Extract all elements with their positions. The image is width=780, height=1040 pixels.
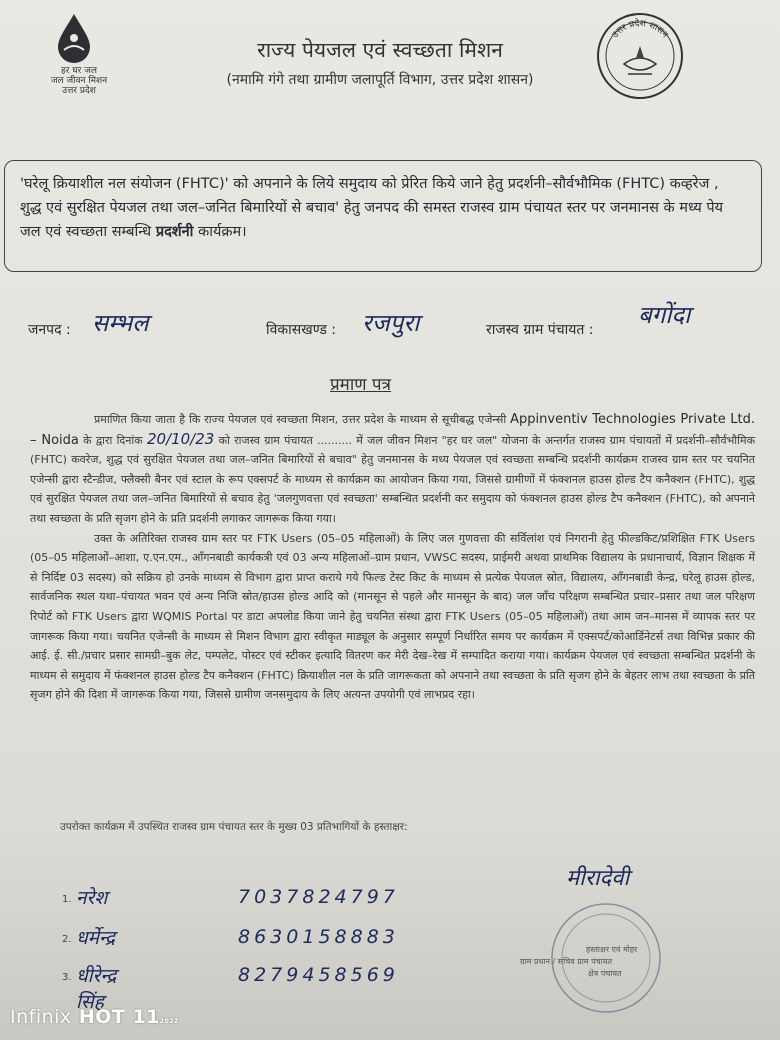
program-date: 20/10/23 xyxy=(146,429,215,448)
watermark-brand: Infinix xyxy=(10,1006,72,1028)
seal-text: उत्तर प्रदेश शासन xyxy=(610,18,670,41)
program-description xyxy=(20,172,740,244)
para1-date-label: के द्वारा दिनांक xyxy=(83,433,143,447)
up-government-seal-icon xyxy=(594,10,686,102)
para1-intro: प्रमाणित किया जाता है कि राज्य पेयजल एवं स्वच्छता मिशन, उत्तर प्रदेश के माध्यम से सूचीबद्ध एजेन्सी xyxy=(94,413,507,426)
agency-name: Appinventiv Technologies Private Ltd. – Noida xyxy=(30,412,755,448)
page-title: राज्य पेयजल एवं स्वच्छता मिशन xyxy=(257,38,503,62)
stamp-line: क्षेत्र पंचायत xyxy=(588,969,622,978)
watermark-model: HOT 11 xyxy=(78,1006,160,1028)
representative-signature: नरेश xyxy=(76,887,108,909)
program-text-bold: प्रदर्शनी xyxy=(155,224,194,240)
representative-signature: धीरेन्द्र सिंह xyxy=(76,965,117,1013)
certificate-title: प्रमाण पत्र xyxy=(330,375,391,395)
stamp-line: ग्राम प्रधान / सचिव ग्राम पंचायत xyxy=(520,957,613,966)
water-drop-icon xyxy=(54,12,94,64)
row-number: 3. xyxy=(62,972,72,983)
certificate-paragraph-1 xyxy=(30,410,755,529)
certificate-body xyxy=(30,410,755,705)
har-ghar-jal-logo xyxy=(40,12,110,102)
district-value: सम्भल xyxy=(92,309,149,337)
row-number: 2. xyxy=(62,934,72,945)
stamp-line: हस्ताक्षर एवं मोहर xyxy=(586,945,638,954)
representative-phone: 8279458569 xyxy=(238,964,399,986)
program-text-end: कार्यक्रम। xyxy=(198,224,247,240)
logo-line-3: उत्तर प्रदेश xyxy=(62,86,96,96)
block-value: रजपुरा xyxy=(362,309,420,337)
row-number: 1. xyxy=(62,894,72,905)
panchayat-label: राजस्व ग्राम पंचायत : xyxy=(486,322,594,338)
certificate-paragraph-2: उक्त के अतिरिक्त राजस्व ग्राम स्तर पर FTK Users (05–05 महिलाओं) के लिए जल गुणवत्ता की सर्विलांश एवं निगरानी हेतु फील्डकिट/प्रशिक्षित FTK Users (05–05 महिलाओं–आशा, ए.एन.एम., आँगनबाडी कार्यकत्री एवं 03 अन्य महिलाओं–ग्राम प्रधान, VWSC सदस्य, प्राईमरी अथवा प्राथमिक विद्यालय के प्रधानाचार्य, विज्ञान शिक्षक में से निर्दिष्ट 03 सदस्य) को सक्रिय हो उनके माध्यम से विभाग द्वारा प्राप्त कराये गये फिल्ड टेस्ट किट के माध्यम से प्रत्येक पेयजल स्रोत, विद्यालय, आँगनबाडी केन्द्र, घरेलू हाउस होल्ड, सार्वजनिक स्थल यथा–पंचायत भवन एवं अन्य निजि स्रोत/हाउस होल्ड आदि को (मानसून से पहले और मानसून के बाद) जल जाँच परिक्षण सम्बन्धित प्रचार–प्रसार तथा जल परिक्षण रिपोर्ट को FTK Users द्वारा WQMIS Portal पर डाटा अपलोड किया जाने हेतु चयनित संस्था द्वारा FTK Users (05–05 महिलाओं) तथा आम जन–मानस में व्यापक स्तर पर जागरूक किया गया। चयनित एजेन्सी के माध्यम से मिशन विभाग द्वारा स्वीकृत माड्यूल के अनुसार सम्पूर्ण निर्धारित समय पर कार्यक्रम में एक्सपर्ट/कोआर्डिनेटर्स तथा विभिन्न प्रकार की आई. ई. सी./प्रचार प्रसार सामग्री–बुक लेट, पम्पलेट, पोस्टर एवं स्टीकर इत्यादि वितरण कर मेरी देख–रेख में सम्पादित कराया गया। कार्यक्रम पेयजल एवं स्वच्छता सम्बन्धित प्रदर्शनी के माध्यम से समुदाय में फंक्शनल हाउस होल्ड टैप कनैक्शन (FHTC) क्रियाशील नल के प्रति जागरूकता को अपनाने तथा स्वच्छता के प्रति सृजग होने के बेहतर लाभ तथा स्वच्छता के प्रति सृजग होने की दिशा में जागरूक किया गया, जिससे ग्रामीण जनसमुदाय के लिए अत्यन्त उपयोगी एवं लाभप्रद रहा। xyxy=(30,531,755,702)
location-fields xyxy=(28,301,758,342)
para1-body: को राजस्व ग्राम पंचायत .......... में जल जीवन मिशन "हर घर जल" योजना के अन्तर्गत राजस्व ग्राम पंचायतों में प्रदर्शनी–सौर्वभौमिक (FHTC) कवरेज, शुद्ध एवं सुरक्षित पेयजल तथा जल–जनित बिमारियों से बचाव" हेतु जनमानस के मध्य पेयजल एवं स्वच्छता सम्बन्धि प्रदर्शनी कार्यक्रम राजस्व ग्राम स्तर पर चयनित एजेन्सी द्वारा स्टैन्डीज, फ्लैक्सी बैनर एवं स्टाल के रूप एक्सपर्ट के माध्यम से कार्यक्रम का आयोजन किया गया, जिससे ग्रामीणों में फंक्शनल हाउस होल्ड टैप कनैक्शन (FHTC), शुद्ध एवं सुरक्षित पेयजल तथा जल–जनित बिमारियों से बचाव हेतु 'जलगुणवत्ता एवं स्वच्छता' सम्बन्धित प्रदर्शनी कर समुदाय को फंक्शनल हाउस होल्ड टैप कनैक्शन (FHTC), को अपनाने तथा स्वच्छता के प्रति सृजग होने के प्रति प्रदर्शनी लगाकर जागरूक किया गया। xyxy=(30,433,756,525)
program-text-start: 'घरेलू क्रियाशील नल संयोजन (FHTC)' को अपनाने के लिये समुदाय को प्रेरित किये जाने हेतु प्रदर्शनी–सौर्वभौमिक (FHTC) कव्हरेज , शुद्ध एवं सुरक्षित पेयजल तथा जल–जनित बिमारियों से बचाव' हेतु जनपद की समस्त राजस्व ग्राम पंचायत स्तर पर जनमानस के मध्य पेय जल एवं स्वच्छता सम्बन्धि xyxy=(20,176,724,240)
panchayat-value: बगोंदा xyxy=(638,301,691,329)
representative-phone: 8630158883 xyxy=(238,926,399,948)
block-label: विकासखण्ड : xyxy=(266,322,337,338)
page-subtitle: (नमामि गंगे तथा ग्रामीण जलापूर्ति विभाग, उत्तर प्रदेश शासन) xyxy=(226,72,534,88)
district-label: जनपद : xyxy=(28,322,71,338)
camera-watermark xyxy=(10,1006,179,1028)
representative-signature: धर्मेन्द्र xyxy=(76,927,116,949)
logo-line-1: हर घर जल xyxy=(61,66,97,76)
logo-line-2: जल जीवन मिशन xyxy=(50,76,108,86)
representative-phone: 7037824797 xyxy=(238,886,399,908)
signatures-intro: उपरोक्त कार्यक्रम में उपस्थित राजस्व ग्राम पंचायत स्तर के मुख्य 03 प्रतिभागियों के हस्ताक्षर: xyxy=(60,821,408,833)
watermark-year: 2022 xyxy=(159,1018,179,1025)
pradhan-signature: मीरादेवी xyxy=(566,866,630,891)
